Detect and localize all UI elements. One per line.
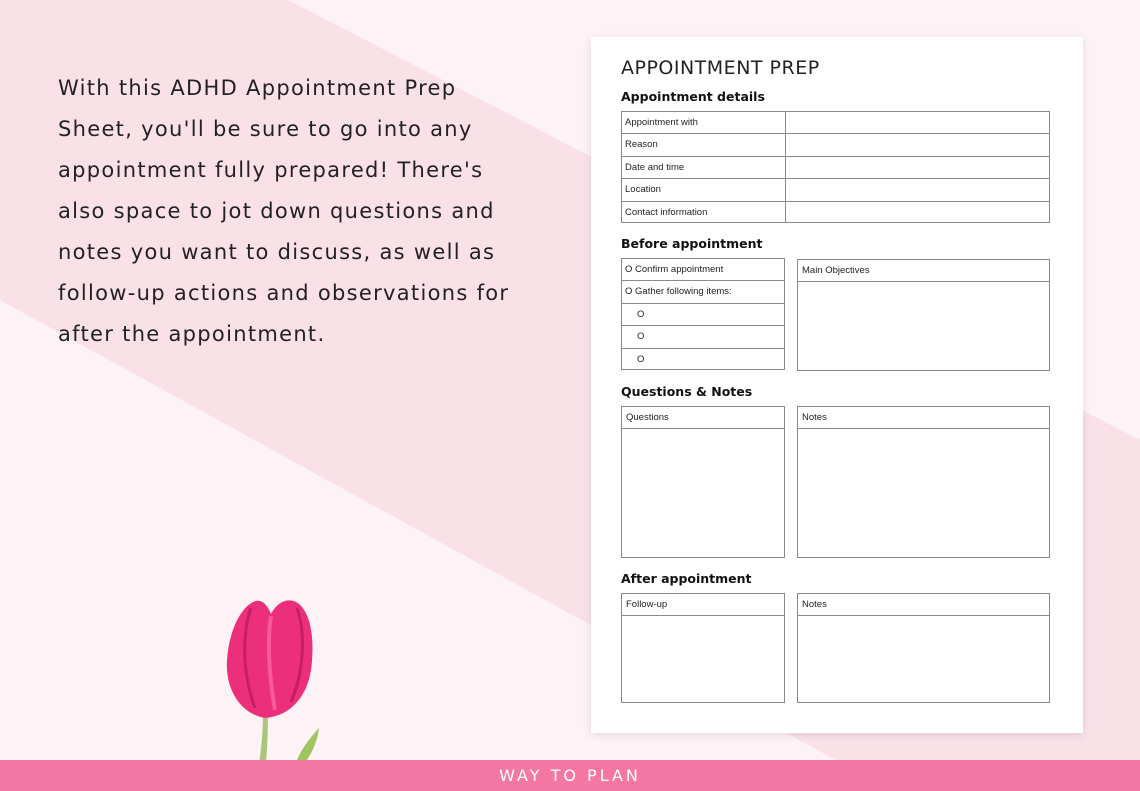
- checklist-item[interactable]: O Confirm appointment: [622, 259, 784, 281]
- appointment-prep-sheet: [591, 37, 1083, 733]
- details-value-cell[interactable]: [785, 157, 1049, 179]
- details-row-label: Date and time: [622, 157, 785, 179]
- details-values: [785, 112, 1049, 222]
- checklist-item[interactable]: O: [622, 304, 784, 326]
- main-objectives-label: Main Objectives: [798, 260, 1049, 282]
- details-row-label: Contact information: [625, 206, 708, 218]
- followup-box[interactable]: [621, 593, 785, 703]
- details-value-cell[interactable]: [785, 134, 1049, 156]
- before-heading: Before appointment: [621, 236, 763, 251]
- questions-heading: Questions & Notes: [621, 384, 753, 399]
- question-notes-box[interactable]: [797, 406, 1050, 558]
- after-heading: After appointment: [621, 571, 752, 586]
- details-table: [621, 111, 1050, 223]
- checklist-item[interactable]: O: [622, 326, 784, 348]
- details-row-label: Location: [622, 179, 785, 201]
- followup-label: Follow-up: [622, 594, 784, 616]
- checklist-item[interactable]: O: [637, 353, 645, 365]
- brand-label: WAY TO PLAN: [499, 766, 641, 785]
- questions-box[interactable]: [621, 406, 785, 558]
- details-value-cell[interactable]: [785, 112, 1049, 134]
- question-notes-label: Notes: [798, 407, 1049, 429]
- details-heading: Appointment details: [621, 89, 765, 104]
- footer-bar: [0, 760, 1140, 791]
- sheet-title: APPOINTMENT PREP: [621, 57, 820, 79]
- checklist-item[interactable]: O Gather following items:: [622, 281, 784, 303]
- questions-label: Questions: [622, 407, 784, 429]
- before-checklist: [621, 258, 785, 370]
- details-row-label: Appointment with: [622, 112, 785, 134]
- after-notes-label: Notes: [798, 594, 1049, 616]
- details-value-cell[interactable]: [785, 202, 1049, 224]
- product-description: With this ADHD Appointment Prep Sheet, you'll be sure to go into any appointment fully prepared! There's also space to jot down questions and notes you want to discuss, as well as follow-up actions and observations for after the appointment.: [58, 76, 510, 346]
- details-row-label: Reason: [622, 134, 785, 156]
- tulip-image: [205, 590, 345, 765]
- after-notes-box[interactable]: [797, 593, 1050, 703]
- details-value-cell[interactable]: [785, 179, 1049, 201]
- main-objectives-box[interactable]: [797, 259, 1050, 371]
